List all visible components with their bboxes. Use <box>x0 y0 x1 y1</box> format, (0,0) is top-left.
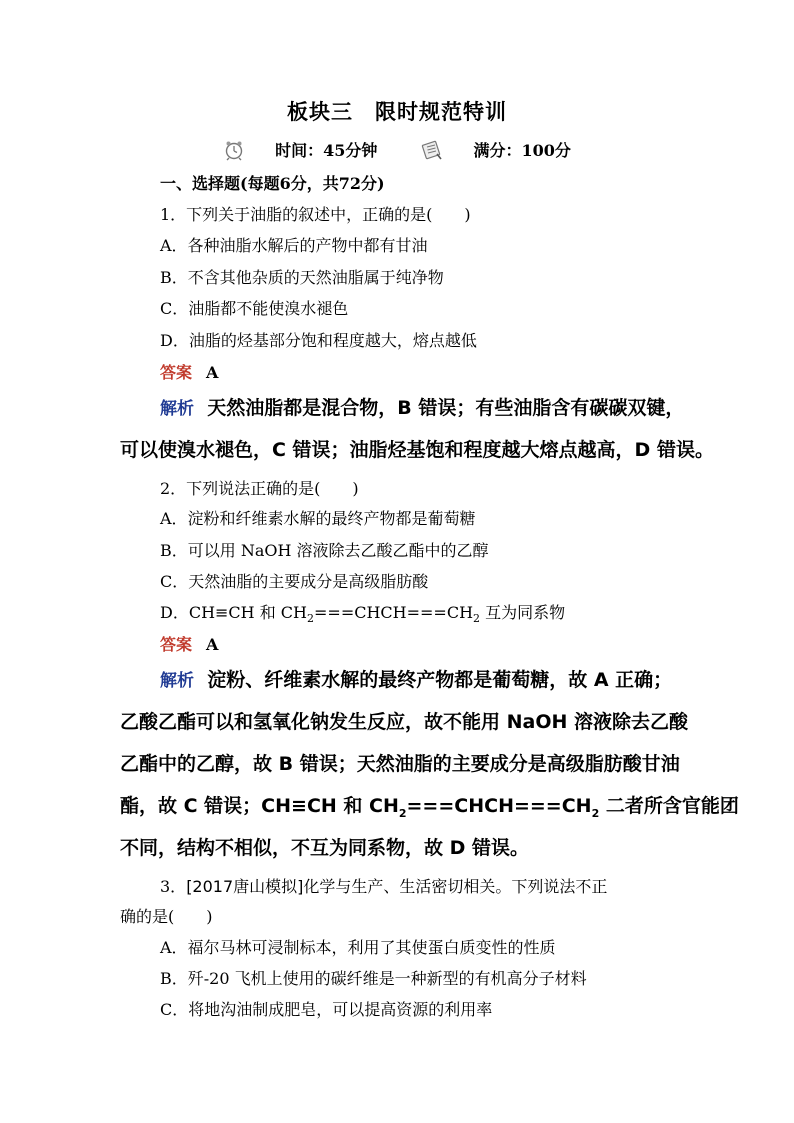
score-sheet-icon <box>421 139 443 161</box>
q2-explanation-line-1: 解析 淀粉、纤维素水解的最终产物都是葡萄糖，故 A 正确； <box>160 669 673 691</box>
exam-meta <box>0 138 794 161</box>
q3-stem-line-1: 3．[2017唐山模拟]化学与生产、生活密切相关。下列说法不正 <box>160 877 608 896</box>
q1-stem: 1．下列关于油脂的叙述中，正确的是( ) <box>160 205 471 224</box>
q2-explanation-line-4: 酯，故 C 错误；CH≡CH 和 $CH_2===CHCH===CH_2$ 二者所含官能团 <box>120 795 739 820</box>
explanation-label: 解析 <box>160 671 194 691</box>
page-title: 板块三 限时规范特训 <box>287 99 507 124</box>
q2-answer <box>160 634 720 656</box>
q2-option-a: A．淀粉和纤维素水解的最终产物都是葡萄糖 <box>160 509 476 528</box>
q2-option-b: B．可以用 NaOH 溶液除去乙酸乙酯中的乙醇 <box>160 541 489 560</box>
q3-stem-line-2: 确的是( ) <box>120 907 213 926</box>
explanation-label: 解析 <box>160 399 194 419</box>
q2-stem: 2．下列说法正确的是( ) <box>160 479 359 498</box>
q1-answer <box>160 362 720 384</box>
section-heading: 一、选择题(每题6分，共72分) <box>160 174 385 193</box>
q2-explanation-line-3: 乙酯中的乙醇，故 B 错误；天然油脂的主要成分是高级脂肪酸甘油 <box>120 753 680 775</box>
q1-option-d: D．油脂的烃基部分饱和程度越大，熔点越低 <box>160 331 477 350</box>
answer-value: A <box>206 635 219 654</box>
q3-option-c: C．将地沟油制成肥皂，可以提高资源的利用率 <box>160 1000 493 1019</box>
q1-option-b: B．不含其他杂质的天然油脂属于纯净物 <box>160 268 444 287</box>
q2-explanation-line-5: 不同，结构不相似，不互为同系物，故 D 错误。 <box>120 837 530 859</box>
q2-option-c: C．天然油脂的主要成分是高级脂肪酸 <box>160 572 429 591</box>
q3-option-b: B．歼-20 飞机上使用的碳纤维是一种新型的有机高分子材料 <box>160 969 587 988</box>
q1-option-a: A．各种油脂水解后的产物中都有甘油 <box>160 236 428 255</box>
answer-label: 答案 <box>160 635 193 654</box>
q3-source-tag: [2017唐山模拟] <box>186 877 304 896</box>
q2-option-d: D．CH≡CH 和 $CH_2===CHCH===CH_2$ 互为同系物 <box>160 603 566 626</box>
clock-icon <box>223 139 245 161</box>
time-limit: 时间：45分钟 <box>275 141 378 160</box>
q1-explanation-line-2: 可以使溴水褪色，C 错误；油脂烃基饱和程度越大熔点越高，D 错误。 <box>120 439 714 461</box>
q2-explanation-line-2: 乙酸乙酯可以和氢氧化钠发生反应，故不能用 NaOH 溶液除去乙酸 <box>120 711 689 733</box>
q1-option-c: C．油脂都不能使溴水褪色 <box>160 299 349 318</box>
answer-value: A <box>206 363 219 382</box>
full-score: 满分：100分 <box>473 141 571 160</box>
q3-option-a: A．福尔马林可浸制标本，利用了其使蛋白质变性的性质 <box>160 938 556 957</box>
q1-explanation-line-1: 解析 天然油脂都是混合物，B 错误；有些油脂含有碳碳双键， <box>160 397 685 419</box>
answer-label: 答案 <box>160 363 193 382</box>
